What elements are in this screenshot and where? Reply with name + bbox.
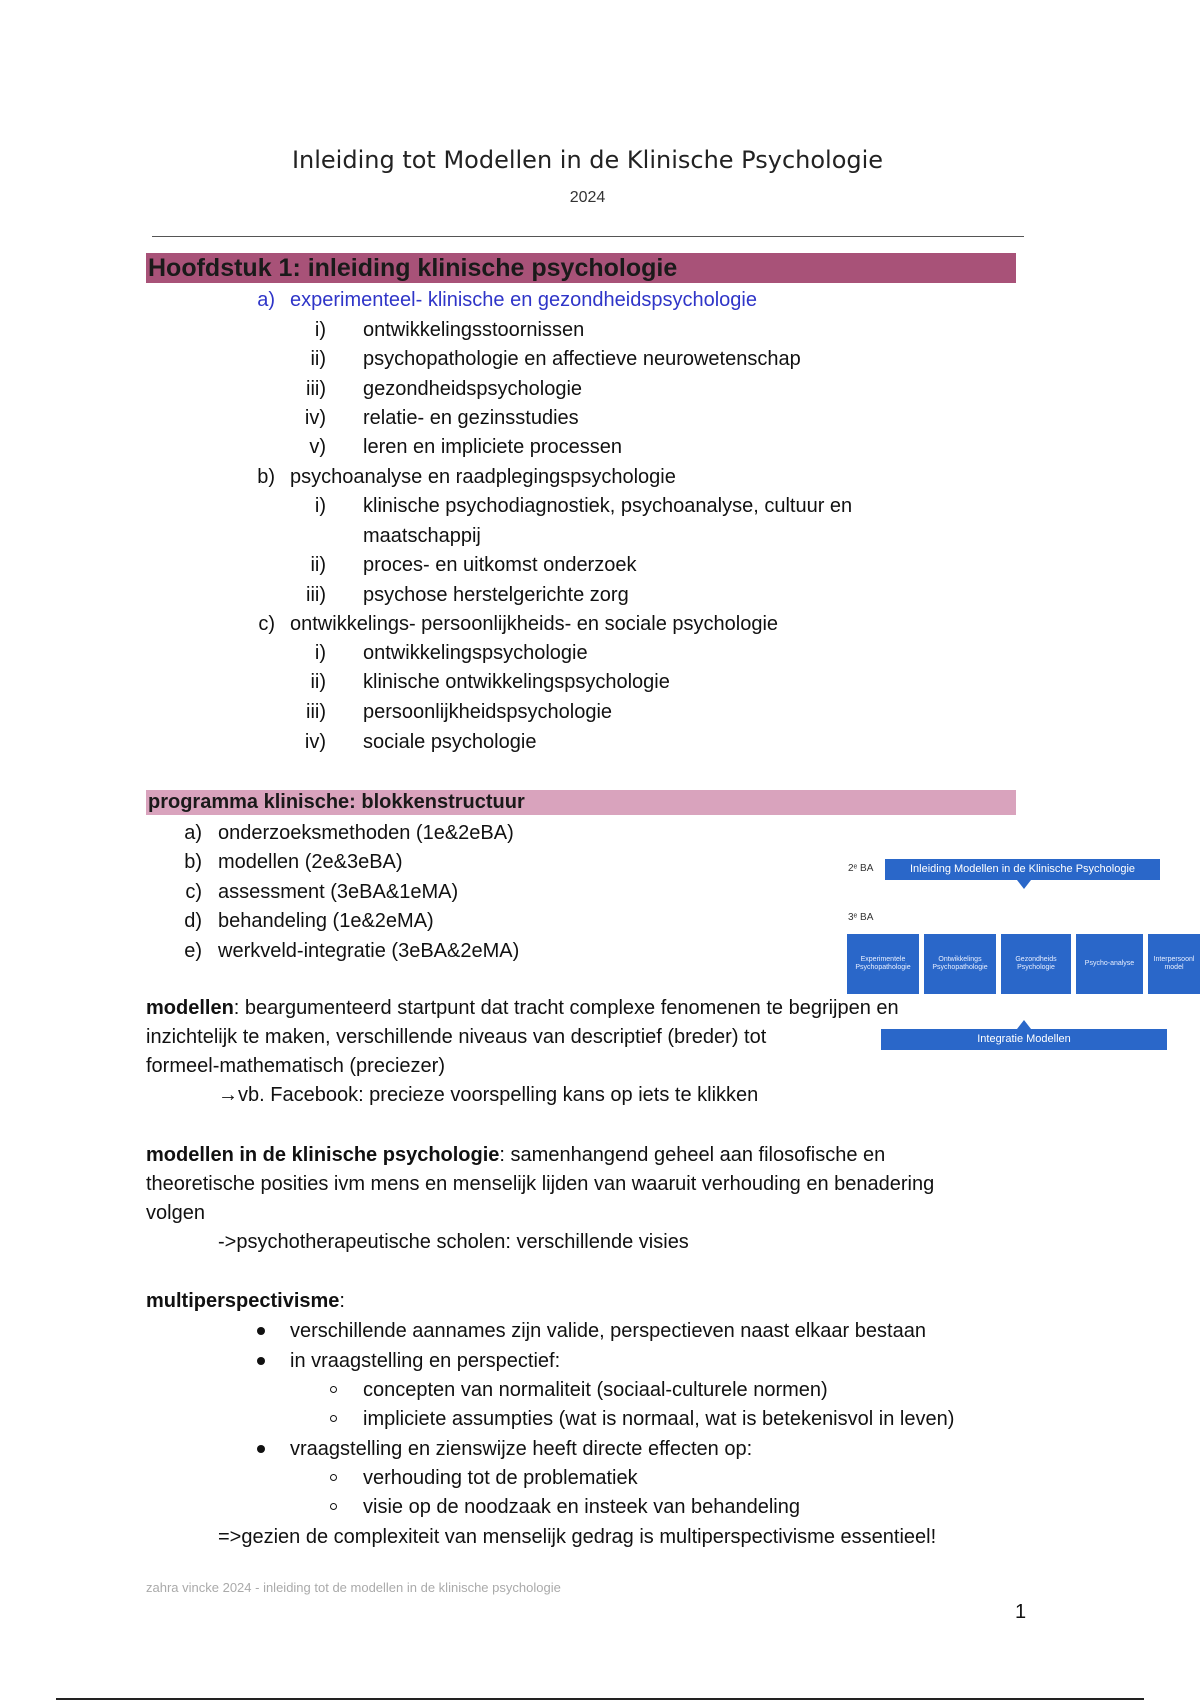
definition-text: : samenhangend geheel aan filosofische en [499, 1144, 886, 1166]
diagram-box: Experimentele Psychopathologie [847, 934, 919, 994]
multi-heading: multiperspectivisme: [146, 1290, 345, 1312]
sub-bullet-item: concepten van normaliteit (sociaal-culturele normen) [363, 1379, 828, 1401]
list-marker: iv) [304, 407, 326, 429]
diagram-label-3ba: 3ᵉ BA [848, 912, 874, 923]
definition-text: formeel-mathematisch (preciezer) [146, 1055, 445, 1077]
list-marker: i) [314, 495, 326, 517]
title-divider [152, 236, 1024, 237]
list-marker: b) [257, 466, 275, 488]
list-item: klinische ontwikkelingspsychologie [363, 671, 670, 693]
bullet-icon [257, 1357, 265, 1365]
section-c-label: ontwikkelings- persoonlijkheids- en sociale psychologie [290, 613, 779, 635]
definition-text: inzichtelijk te maken, verschillende niveaus van descriptief (breder) tot [146, 1026, 767, 1048]
sub-bullet-item: verhouding tot de problematiek [363, 1467, 638, 1489]
programma-item: werkveld-integratie (3eBA&2eMA) [218, 940, 520, 962]
list-item: proces- en uitkomst onderzoek [363, 554, 637, 576]
list-item: ontwikkelingsstoornissen [363, 319, 585, 341]
list-marker: e) [184, 940, 202, 962]
programma-item: assessment (3eBA&1eMA) [218, 881, 459, 903]
list-item: psychose herstelgerichte zorg [363, 584, 629, 606]
diagram-top-bar: Inleiding Modellen in de Klinische Psychologie [885, 859, 1160, 880]
document-title: Inleiding tot Modellen in de Klinische Psychologie [291, 146, 884, 174]
bullet-item: in vraagstelling en perspectief: [290, 1350, 561, 1372]
chapter-heading: Hoofdstuk 1: inleiding klinische psychologie [146, 253, 1016, 283]
diagram-box: Ontwikkelings Psychopathologie [924, 934, 996, 994]
page-number: 1 [1015, 1601, 1027, 1623]
document-year: 2024 [569, 189, 606, 206]
arrow-down-icon [1017, 880, 1031, 889]
term-modellen-klinisch: modellen in de klinische psychologie [146, 1144, 500, 1166]
arrow-up-icon [1017, 1020, 1031, 1029]
programma-heading: programma klinische: blokkenstructuur [146, 790, 1016, 815]
definition-text: theoretische posities ivm mens en menselijk lijden van waaruit verhouding en benadering [146, 1173, 935, 1195]
example-line: →vb. Facebook: precieze voorspelling kans op iets te klikken [218, 1084, 759, 1106]
list-item: gezondheidspsychologie [363, 378, 583, 400]
list-item: psychopathologie en affectieve neurowetenschap [363, 348, 801, 370]
list-marker: c) [185, 881, 202, 903]
programma-item: modellen (2e&3eBA) [218, 851, 403, 873]
list-marker: b) [184, 851, 202, 873]
modellen-paragraph [146, 994, 1006, 1081]
list-marker: ii) [310, 554, 326, 576]
section-a-label: experimenteel- klinische en gezondheidspsychologie [290, 289, 757, 311]
list-item: sociale psychologie [363, 731, 537, 753]
list-marker: i) [314, 319, 326, 341]
diagram-label-2ba: 2ᵉ BA [848, 863, 874, 874]
conclusion-line: =>gezien de complexiteit van menselijk gedrag is multiperspectivisme essentieel! [218, 1526, 937, 1548]
modellen-klinisch-paragraph [146, 1141, 1026, 1228]
diagram-box: Psycho-analyse [1076, 934, 1143, 994]
footer-note: zahra vincke 2024 - inleiding tot de modellen in de klinische psychologie [146, 1580, 561, 1595]
list-item: relatie- en gezinsstudies [363, 407, 579, 429]
list-marker: a) [257, 289, 275, 311]
list-marker: d) [184, 910, 202, 932]
list-item: klinische psychodiagnostiek, psychoanalyse, cultuur en [363, 495, 853, 517]
bullet-icon [257, 1445, 265, 1453]
section-b-label: psychoanalyse en raadplegingspsychologie [290, 466, 676, 488]
sub-bullet-item: visie op de noodzaak en insteek van behandeling [363, 1496, 800, 1518]
definition-text: volgen [146, 1202, 205, 1224]
hollow-bullet-icon [330, 1386, 337, 1393]
diagram-box: Interpersoonl model [1148, 934, 1200, 994]
list-marker: a) [184, 822, 202, 844]
hollow-bullet-icon [330, 1503, 337, 1510]
list-item-continued: maatschappij [363, 525, 481, 547]
term-multiperspectivisme: multiperspectivisme [146, 1290, 340, 1312]
term-modellen: modellen [146, 997, 234, 1019]
bullet-icon [257, 1327, 265, 1335]
hollow-bullet-icon [330, 1474, 337, 1481]
programma-item: behandeling (1e&2eMA) [218, 910, 434, 932]
list-marker: ii) [310, 671, 326, 693]
list-item: persoonlijkheidspsychologie [363, 701, 613, 723]
diagram-box: Gezondheids Psychologie [1001, 934, 1071, 994]
bullet-item: vraagstelling en zienswijze heeft directe effecten op: [290, 1438, 753, 1460]
diagram-bottom-bar: Integratie Modellen [881, 1029, 1167, 1050]
list-marker: i) [314, 642, 326, 664]
list-marker: iii) [306, 701, 326, 723]
note-line: ->psychotherapeutische scholen: verschillende visies [218, 1231, 689, 1253]
list-marker: iv) [304, 731, 326, 753]
sub-bullet-item: impliciete assumpties (wat is normaal, wat is betekenisvol in leven) [363, 1408, 955, 1430]
list-marker: iii) [306, 584, 326, 606]
hollow-bullet-icon [330, 1415, 337, 1422]
list-item: leren en impliciete processen [363, 436, 623, 458]
bullet-item: verschillende aannames zijn valide, perspectieven naast elkaar bestaan [290, 1320, 926, 1342]
definition-text: : beargumenteerd startpunt dat tracht complexe fenomenen te begrijpen en [233, 997, 899, 1019]
list-marker: ii) [310, 348, 326, 370]
list-marker: v) [309, 436, 326, 458]
list-item: ontwikkelingspsychologie [363, 642, 588, 664]
list-marker: iii) [306, 378, 326, 400]
list-marker: c) [258, 613, 275, 635]
programma-item: onderzoeksmethoden (1e&2eBA) [218, 822, 514, 844]
